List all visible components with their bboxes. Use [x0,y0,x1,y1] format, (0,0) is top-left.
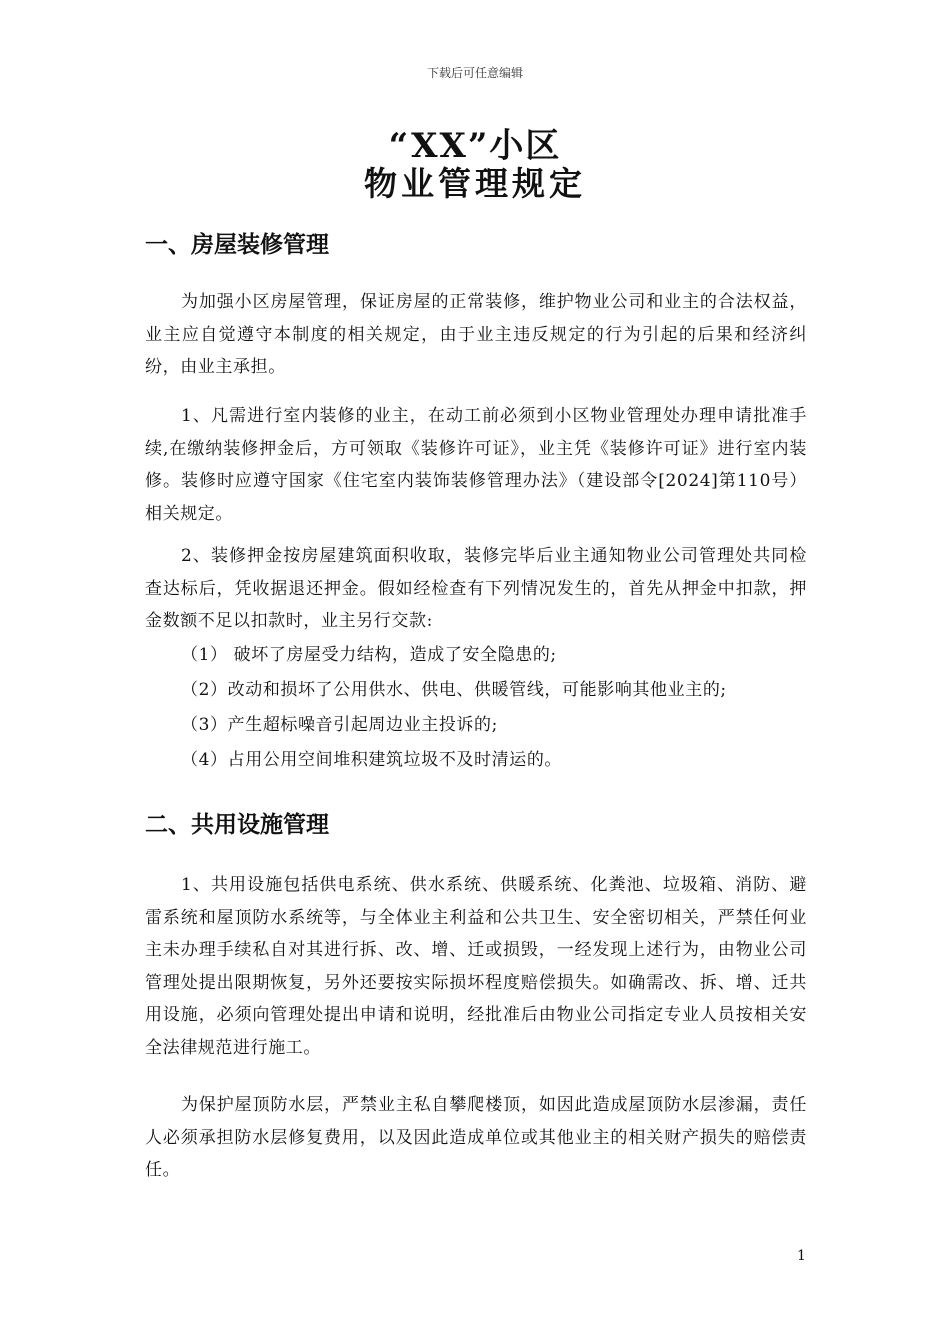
section1-item1-paragraph: 1、凡需进行室内装修的业主，在动工前必须到小区物业管理处办理申请批准手续,在缴纳装修押金后，方可领取《装修许可证》，业主凭《装修许可证》进行室内装修。装修时应遵守国家《住宅室内装饰装修管理办法》（建设部令[2024]第110号）相关规定。 [145,406,807,524]
subitem-3: （3）产生超标噪音引起周边业主投诉的; [181,715,498,735]
document-title-line2: 物业管理规定 [364,164,586,203]
section1-intro-paragraph: 为加强小区房屋管理，保证房屋的正常装修，维护物业公司和业主的合法权益，业主应自觉遵守本制度的相关规定，由于业主违反规定的行为引起的后果和经济纠纷，由业主承担。 [145,292,807,377]
section1-item2-paragraph: 2、装修押金按房屋建筑面积收取，装修完毕后业主通知物业公司管理处共同检查达标后，凭收据退还押金。假如经检查有下列情况发生的，首先从押金中扣款，押金数额不足以扣款时，业主另行交款: [145,546,807,631]
header-note: 下载后可任意编辑 [426,66,523,80]
section2-item1-paragraph: 1、共用设施包括供电系统、供水系统、供暖系统、化粪池、垃圾箱、消防、避雷系统和屋顶防水系统等，与全体业主利益和公共卫生、安全密切相关，严禁任何业主未办理手续私自对其进行拆、改、增、迁或损毁，一经发现上述行为，由物业公司管理处提出限期恢复，另外还要按实际损坏程度赔偿损失。如确需改、拆、增、迁共用设施，必须向管理处提出申请和说明，经批准后由物业公司指定专业人员按相关安全法律规范进行施工。 [145,875,807,1058]
subitem-1: （1） 破坏了房屋受力结构，造成了安全隐患的; [181,645,557,665]
page-number: 1 [797,1248,806,1264]
document-title-line1: “XX”小区 [388,126,562,166]
section1-heading: 一、房屋装修管理 [145,232,329,258]
subitem-4: （4）占用公用空间堆积建筑垃圾不及时清运的。 [181,750,563,770]
subitem-2: （2）改动和损坏了公用供水、供电、供暖管线，可能影响其他业主的; [181,680,727,700]
section2-item2-paragraph: 为保护屋顶防水层，严禁业主私自攀爬楼顶，如因此造成屋顶防水层渗漏，责任人必须承担防水层修复费用，以及因此造成单位或其他业主的相关财产损失的赔偿责任。 [145,1095,807,1180]
section2-heading: 二、共用设施管理 [145,812,329,838]
